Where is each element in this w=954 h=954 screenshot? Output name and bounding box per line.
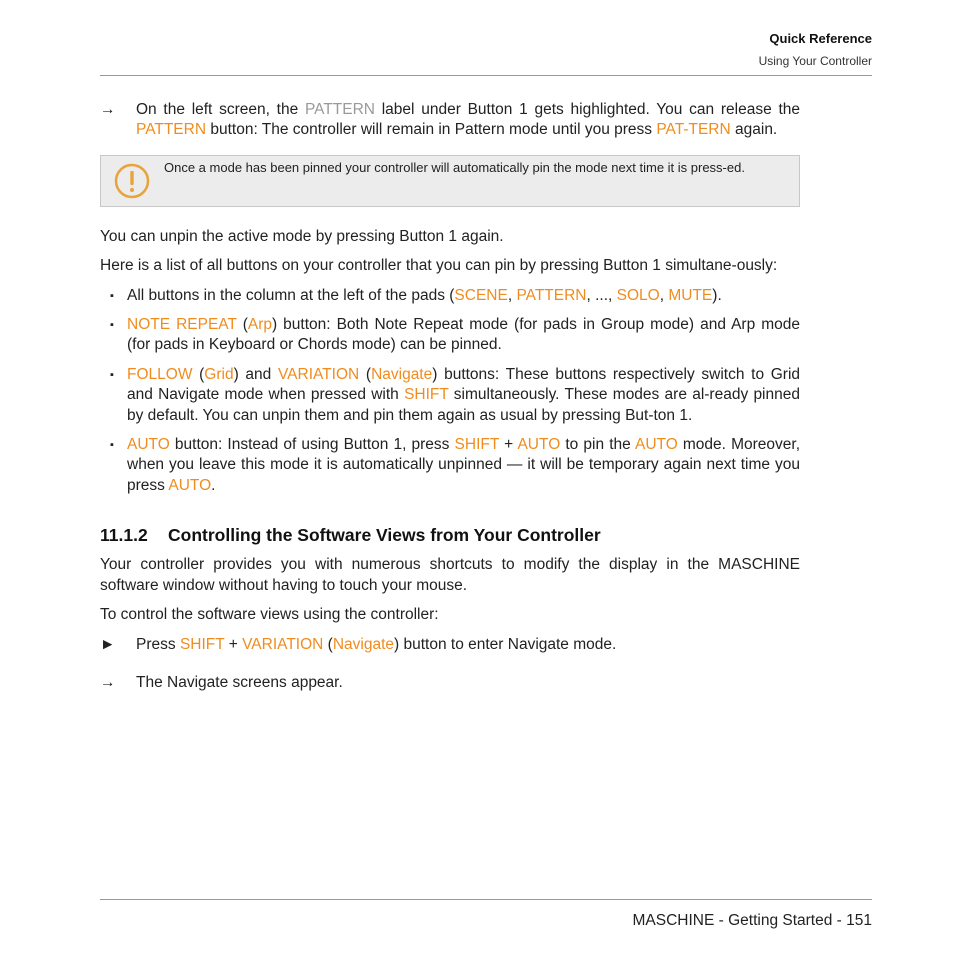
bullet-icon: ▪ [110,319,114,332]
section-heading [100,524,800,546]
footer-rule [100,899,872,900]
note-text: Once a mode has been pinned your controller will automatically pin the mode next time it is press-ed. [164,159,745,175]
section-number: 11.1.2 [100,525,148,546]
key-label: SCENE [454,286,508,304]
list-item: ▪ NOTE REPEAT (Arp) button: Both Note Repeat mode (for pads in Group mode) and Arp mode (for pads in Keyboard or Chords mode) can be pinned. [100,315,800,356]
paragraph: You can unpin the active mode by pressing Button 1 again. [100,227,504,245]
key-label: VARIATION [242,635,324,653]
step-line: ► Press SHIFT + VARIATION (Navigate) button to enter Navigate mode. [100,635,800,655]
key-label: Arp [247,316,272,334]
bullet-icon: ▪ [110,289,114,302]
section-title: Controlling the Software Views from Your Controller [168,525,601,546]
key-label: NOTE REPEAT [127,316,237,334]
list-item: ▪ AUTO button: Instead of using Button 1, press SHIFT + AUTO to pin the AUTO mode. Moreover, when you leave this mode it is automatically unpinned — it will be temporary again next time you press AUTO. [100,435,800,496]
bullet-icon: ▪ [110,368,114,381]
key-label: PATTERN [304,101,375,118]
key-label: AUTO [635,436,678,454]
paragraph: To control the software views using the controller: [100,606,439,624]
key-label: Navigate [371,365,433,383]
page-footer: MASCHINE - Getting Started - 151 [632,912,872,929]
list-item: ▪ All buttons in the column at the left of the pads (SCENE, PATTERN, ..., SOLO, MUTE). [100,286,800,306]
header-subsection-title: Using Your Controller [758,54,872,68]
key-label: PATTERN [516,286,587,304]
page-content [100,100,800,693]
paragraph: Your controller provides you with numerous shortcuts to modify the display in the MASCHINE software window without having to touch your mouse. [100,556,800,594]
header-rule [100,75,872,76]
key-label: SOLO [616,286,660,304]
arrow-icon: → [100,673,116,691]
key-label: VARIATION [277,365,360,383]
key-label: AUTO [127,436,170,454]
key-label: SHIFT [404,386,449,404]
list-item: ▪ FOLLOW (Grid) and VARIATION (Navigate) buttons: These buttons respectively switch to Grid and Navigate mode when pressed with SHIFT simultaneously. These modes are al-ready pinned by default. You can unpin them and pin them again as usual by pressing But-ton 1. [100,365,800,426]
bullet-icon: ▪ [110,439,114,452]
result-text: On the left screen, the PATTERN label under Button 1 gets highlighted. You can release the PATTERN button: The controller will remain in Pattern mode until you press PAT-TERN again. [136,101,800,139]
note-box [100,155,800,207]
paragraph: Here is a list of all buttons on your controller that you can pin by pressing Button 1 simultane-ously: [100,257,778,275]
key-label: PATTERN [136,121,207,139]
key-label: AUTO [517,436,561,454]
key-label: AUTO [168,476,212,494]
header-section-title: Quick Reference [769,31,872,46]
key-label: PAT-TERN [656,121,731,139]
key-label: Grid [204,365,234,383]
key-label: SHIFT [454,436,500,454]
play-marker-icon: ► [100,635,116,653]
page-header [100,30,872,69]
arrow-icon: → [100,101,116,118]
result-line [100,100,800,141]
key-label: SHIFT [179,635,225,653]
exclamation-icon [113,162,151,200]
result-text: The Navigate screens appear. [136,673,343,691]
key-label: FOLLOW [127,365,193,383]
key-label: MUTE [668,286,713,304]
result-line [100,673,800,693]
key-label: Navigate [332,635,395,653]
